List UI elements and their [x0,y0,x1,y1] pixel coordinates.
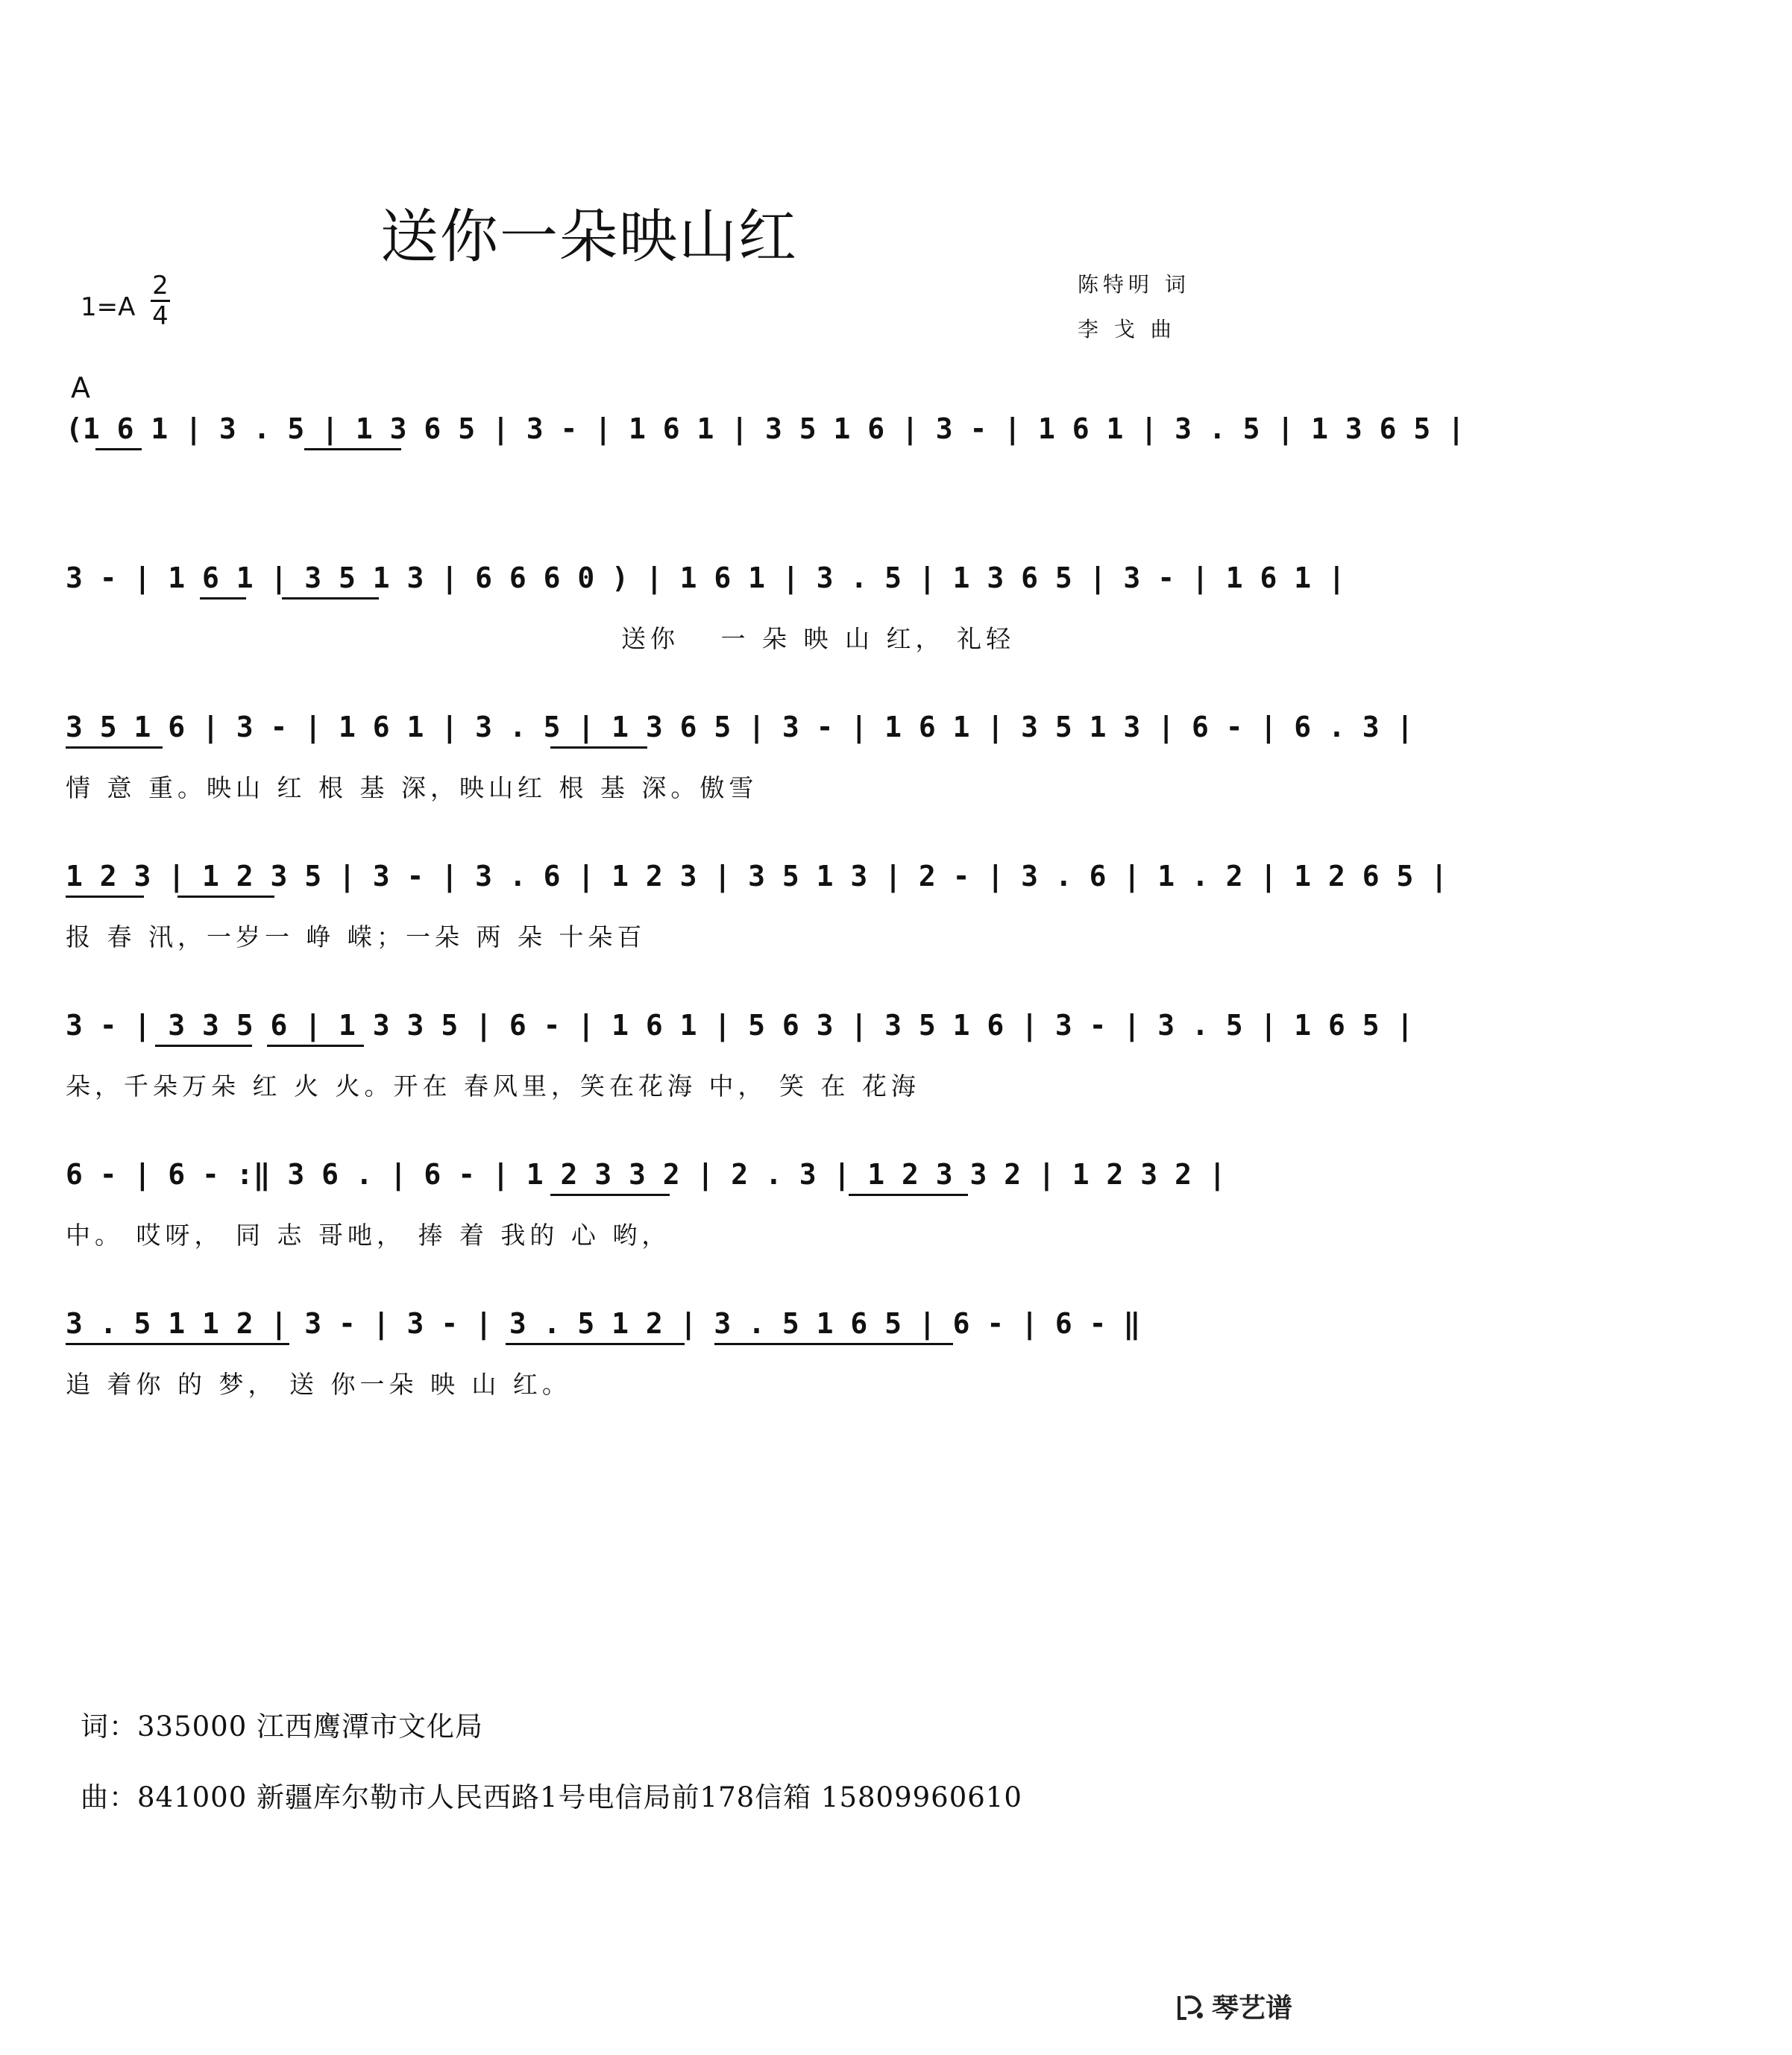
beam-underline [267,1045,364,1047]
beam-underline [304,448,401,450]
notation-line: 3 . 5 1 1 2 | 3 - | 3 - | 3 . 5 1 2 | 3 . 5 1 6 5 | 6 - | 6 - ‖ [66,1307,1141,1340]
composer-credit: 李 戈 曲 [1078,317,1176,342]
beam-underline [155,1045,252,1047]
lyric-line: 追 着你 的 梦， 送 你一朵 映 山 红。 [66,1370,571,1399]
score-system-5 [66,1003,1414,1145]
notation-line: 6 - | 6 - :‖ 3 6 . | 6 - | 1 2 3 3 2 | 2 . 3 | 1 2 3 3 2 | 1 2 3 2 | [66,1158,1226,1191]
notation-line: (1 6 1 | 3 . 5 | 1 3 6 5 | 3 - | 1 6 1 | 3 5 1 6 | 3 - | 1 6 1 | 3 . 5 | 1 3 6 5 | [66,412,1465,445]
meter-top: 2 [152,271,169,300]
beam-underline [200,597,246,599]
beam-underline [95,448,142,450]
score-system-2 [66,556,1345,697]
page-title: 送你一朵映山红 [380,204,799,271]
site-logo [1175,1987,1292,2025]
lyric-line: 送你 一 朵 映 山 红， 礼轻 [621,624,1015,653]
notation-line: 3 - | 1 6 1 | 3 5 1 3 | 6 6 6 0 ) | 1 6 1 | 3 . 5 | 1 3 6 5 | 3 - | 1 6 1 | [66,561,1345,594]
time-signature [149,271,172,330]
notation-line: 1 2 3 | 1 2 3 5 | 3 - | 3 . 6 | 1 2 3 | 3 5 1 3 | 2 - | 3 . 6 | 1 . 2 | 1 2 6 5 | [66,860,1448,893]
lyric-line [66,469,1236,511]
score-system-1 [66,406,1465,548]
beam-underline [506,1343,685,1345]
composer-address: 曲：841000 新疆库尔勒市人民西路1号电信局前178信箱 15809960610 [81,1781,1022,1813]
beam-underline [714,1343,953,1345]
beam-underline [66,896,144,898]
beam-underline [66,746,163,749]
key-signature: 1=A [81,292,136,322]
logo-text: 琴艺谱 [1212,1993,1293,2024]
notation-line: 3 - | 3 3 5 6 | 1 3 3 5 | 6 - | 1 6 1 | 5 6 3 | 3 5 1 6 | 3 - | 3 . 5 | 1 6 5 | [66,1009,1414,1042]
beam-underline [177,896,274,898]
beam-underline [550,1194,670,1196]
lyricist-credit: 陈特明 词 [1078,272,1190,297]
beam-underline [849,1194,968,1196]
lyric-line: 报 春 汛，一岁一 峥 嵘；一朵 两 朵 十朵百 [66,922,647,951]
piano-music-icon [1175,1990,1207,2023]
lyric-line: 中。 哎呀， 同 志 哥吔， 捧 着 我的 心 哟， [66,1221,671,1250]
score-system-6 [66,1152,1236,1294]
meter-bottom: 4 [152,301,169,331]
score-system-3 [66,705,1414,846]
section-mark: A [71,371,90,404]
beam-underline [66,1343,289,1345]
lyric-line: 情 意 重。映山 红 根 基 深，映山红 根 基 深。傲雪 [66,773,758,802]
lyricist-address: 词：335000 江西鹰潭市文化局 [81,1711,484,1743]
score-system-4 [66,854,1448,995]
beam-underline [282,597,379,599]
lyric-line: 朵，千朵万朵 红 火 火。开在 春风里，笑在花海 中， 笑 在 花海 [66,1071,920,1101]
beam-underline [550,746,647,749]
notation-line: 3 5 1 6 | 3 - | 1 6 1 | 3 . 5 | 1 3 6 5 | 3 - | 1 6 1 | 3 5 1 3 | 6 - | 6 . 3 | [66,711,1414,743]
score-system-7 [66,1301,1236,1443]
